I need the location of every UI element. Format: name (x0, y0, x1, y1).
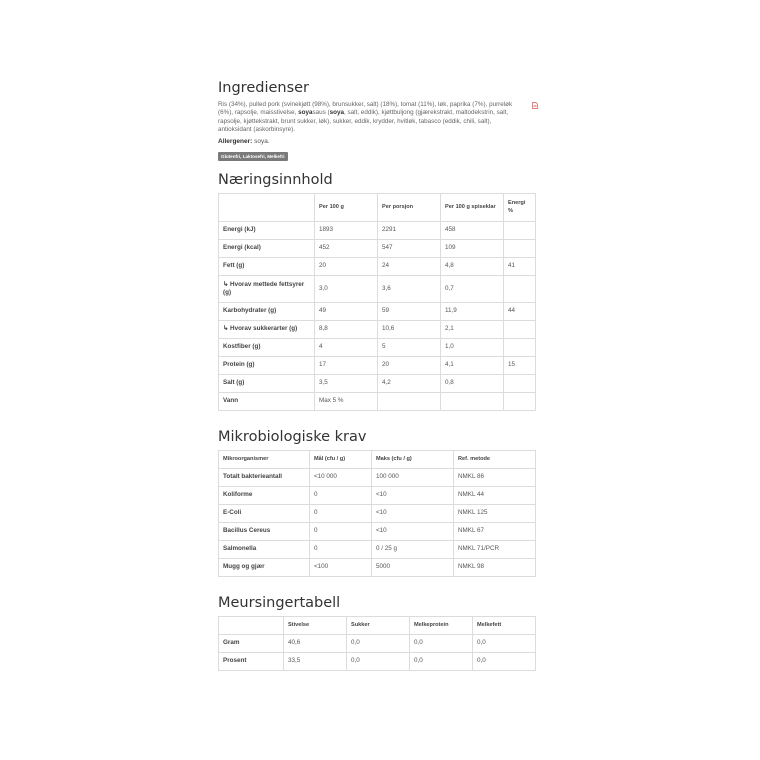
table-row: ↳ Hvorav mettede fettsyrer (g) 3,0 3,6 0,7 (219, 275, 536, 302)
micro-heading: Mikrobiologiske krav (218, 428, 367, 445)
header-cell: Mikroorganismer (219, 450, 310, 468)
header-cell (219, 193, 315, 221)
header-cell: Ref. metode (454, 450, 536, 468)
table-row: Kostfiber (g) 4 5 1,0 (219, 338, 536, 356)
nutrition-table (218, 193, 536, 411)
table-row: Koliforme 0 <10 NMKL 44 (219, 486, 536, 504)
ingredients-text: Ris (34%), pulled pork (svinekjøtt (98%), brunsukker, salt) (18%), tomat (11%), løk, paprika (7%), purreløk (6%), rapsolje, maisstivelse, soyasaus (soya, salt, eddik), kjøttbuljong (gjærekstrakt, maltodekstrin, salt, rapsolje, kjøttekstrakt, brunt sukker, løk), sukker, eddik, krydder, hvitløk, tabasco (eddik, chili, salt), antioksidant (askorbinsyre). (218, 101, 523, 135)
table-row: Prosent 33,5 0,0 0,0 0,0 (219, 652, 536, 670)
table-row: Fett (g) 20 24 4,8 41 (219, 257, 536, 275)
micro-table (218, 450, 536, 577)
header-cell: Per 100 g (315, 193, 378, 221)
header-cell: Energi % (504, 193, 536, 221)
meursing-table (218, 616, 536, 671)
diet-badge: Glutenfri, Laktosefri, Melkefri (218, 152, 288, 161)
header-cell: Melkeprotein (410, 616, 473, 634)
table-header-row (219, 450, 536, 468)
header-cell: Stivelse (284, 616, 347, 634)
table-header-row (219, 616, 536, 634)
table-row: Karbohydrater (g) 49 59 11,9 44 (219, 302, 536, 320)
meursing-heading: Meursingertabell (218, 594, 341, 611)
header-cell: Per porsjon (378, 193, 441, 221)
table-row: Protein (g) 17 20 4,1 15 (219, 356, 536, 374)
nutrition-heading: Næringsinnhold (218, 171, 333, 188)
pdf-icon[interactable] (532, 102, 538, 109)
table-row: Bacillus Cereus 0 <10 NMKL 67 (219, 522, 536, 540)
table-row: Gram 40,6 0,0 0,0 0,0 (219, 634, 536, 652)
header-cell (219, 616, 284, 634)
product-spec-document (218, 78, 538, 671)
table-row: ↳ Hvorav sukkerarter (g) 8,8 10,6 2,1 (219, 320, 536, 338)
table-row: Vann Max 5 % (219, 392, 536, 410)
header-cell: Melkefett (473, 616, 536, 634)
allergen-line: Allergener: soya. (218, 137, 270, 145)
table-row: Mugg og gjær <100 5000 NMKL 98 (219, 558, 536, 576)
table-header-row (219, 193, 536, 221)
header-cell: Mål (cfu / g) (310, 450, 372, 468)
header-cell: Sukker (347, 616, 410, 634)
table-row: Energi (kJ) 1893 2291 458 (219, 221, 536, 239)
table-row: Totalt bakterieantall <10 000 100 000 NMKL 86 (219, 468, 536, 486)
table-row: E-Coli 0 <10 NMKL 125 (219, 504, 536, 522)
header-cell: Per 100 g spiseklar (441, 193, 504, 221)
table-row: Salmonella 0 0 / 25 g NMKL 71/PCR (219, 540, 536, 558)
header-cell: Maks (cfu / g) (372, 450, 454, 468)
table-row: Salt (g) 3,5 4,2 0,8 (219, 374, 536, 392)
ingredients-heading: Ingredienser (218, 80, 310, 96)
table-row: Energi (kcal) 452 547 109 (219, 239, 536, 257)
